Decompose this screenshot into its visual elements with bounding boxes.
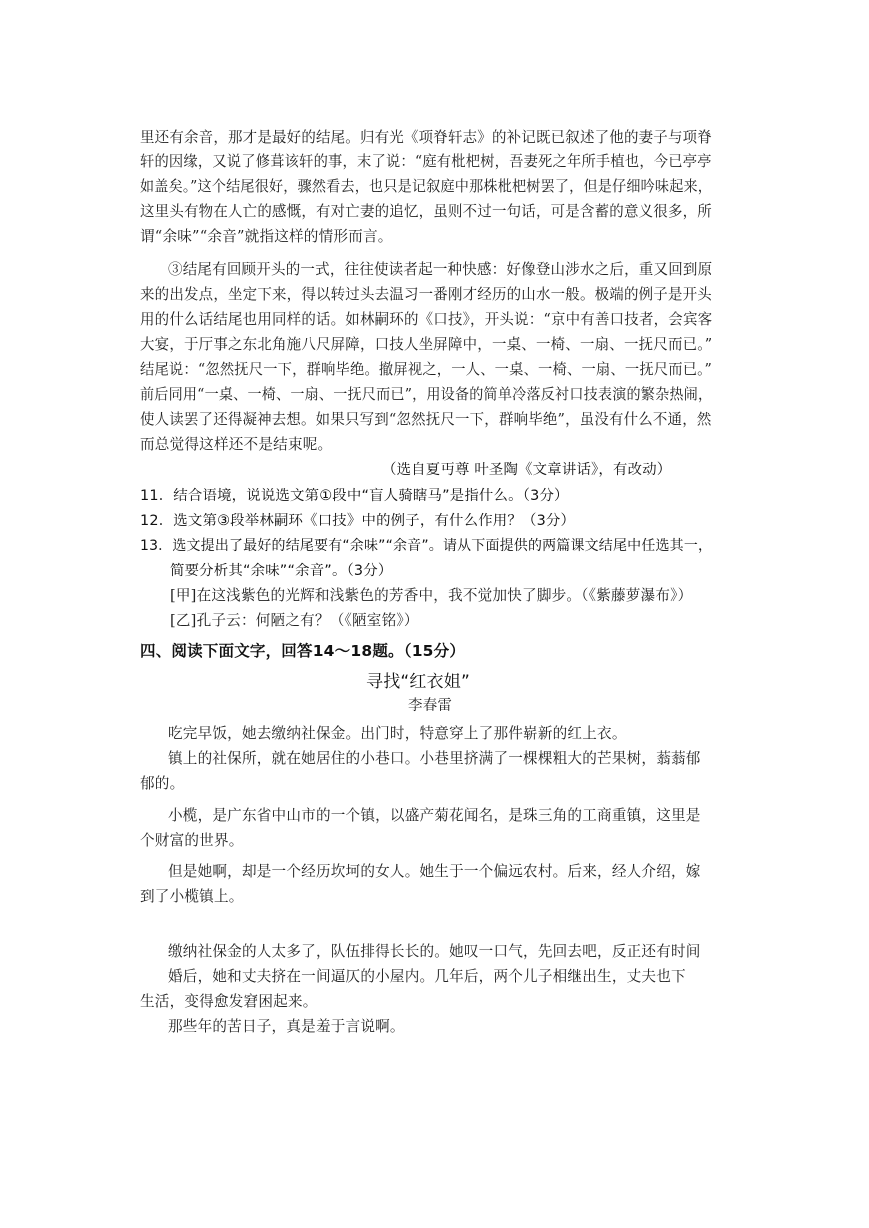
article-line: 但是她啊，却是一个经历坎坷的女人。她生于一个偏远农村。后来，经人介绍，嫁 (168, 863, 701, 880)
passage-line: 来的出发点，坐定下来，得以转过头去温习一番刚才经历的山水一般。极端的例子是开头 (140, 286, 712, 303)
passage-line: 大宴，于厅事之东北角施八尺屏障，口技人坐屏障中，一桌、一椅、一扇、一抚尺而已。” (140, 336, 713, 353)
passage-line: 这里头有物在人亡的感慨，有对亡妻的追忆，虽则不过一句话，可是含蓄的意义很多，所 (140, 203, 712, 220)
passage-line: 里还有余音，那才是最好的结尾。归有光《项脊轩志》的补记既已叙述了他的妻子与项脊 (140, 129, 712, 146)
passage-line: ③结尾有回顾开头的一式，往往使读者起一种快感：好像登山涉水之后，重又回到原 (168, 261, 713, 278)
article-line: 个财富的世界。 (140, 832, 244, 849)
article-line: 到了小榄镇上。 (140, 888, 244, 905)
passage-line: 轩的因缘，又说了修葺该轩的事，末了说：“庭有枇杷树，吾妻死之年所手植也，今已亭亭 (140, 153, 712, 170)
article-line: 郁的。 (140, 775, 185, 792)
passage-line: 而总觉得这样还不是结束呢。 (140, 436, 333, 453)
passage-line: 谓“余味”“余音”就指这样的情形而言。 (140, 228, 393, 245)
passage-line: 前后同用“一桌、一椅、一扇、一抚尺而已”，用设备的简单冷落反衬口技表演的繁杂热闹， (140, 386, 713, 403)
question-11: 11．结合语境，说说选文第①段中“盲人骑瞎马”是指什么。（3分） (140, 488, 569, 504)
article-line: 生活，变得愈发窘困起来。 (140, 993, 318, 1010)
passage-source: （选自夏丏尊 叶圣陶《文章讲话》，有改动） (382, 462, 672, 478)
passage-line: 使人读罢了还得凝神去想。如果只写到“忽然抚尺一下，群响毕绝”，虽没有什么不通，然 (140, 411, 712, 428)
article-line: 那些年的苦日子，真是羞于言说啊。 (168, 1018, 405, 1035)
question-12: 12．选文第③段举林嗣环《口技》中的例子，有什么作用？（3分） (140, 513, 576, 529)
article-line: 婚后，她和丈夫挤在一间逼仄的小屋内。几年后，两个儿子相继出生，丈夫也下 (168, 968, 686, 985)
article-title: 寻找“红衣姐” (366, 672, 471, 692)
section-heading: 四、阅读下面文字，回答14～18题。（15分） (140, 642, 466, 660)
article-author: 李春雷 (408, 698, 453, 714)
passage-line: 用的什么话结尾也用同样的话。如林嗣环的《口技》，开头说：“京中有善口技者，会宾客 (140, 311, 713, 328)
passage-line: 如盖矣。”这个结尾很好，骤然看去，也只是记叙庭中那株枇杷树罢了，但是仔细吟味起来， (140, 178, 713, 195)
article-line: 吃完早饭，她去缴纳社保金。出门时，特意穿上了那件崭新的红上衣。 (168, 725, 627, 742)
question-13-option-b: [乙]孔子云：何陋之有？（《陋室铭》） (170, 612, 419, 629)
question-13-cont: 简要分析其“余味”“余音”。（3分） (170, 563, 393, 579)
article-line: 缴纳社保金的人太多了，队伍排得长长的。她叹一口气，先回去吧，反正还有时间 (168, 943, 701, 960)
question-13: 13．选文提出了最好的结尾要有“余味”“余音”。请从下面提供的两篇课文结尾中任选其一， (140, 538, 713, 554)
article-line: 小榄，是广东省中山市的一个镇，以盛产菊花闻名，是珠三角的工商重镇，这里是 (168, 807, 701, 824)
passage-line: 结尾说：“忽然抚尺一下，群响毕绝。撤屏视之，一人、一桌、一椅、一扇、一抚尺而已。” (140, 361, 712, 378)
question-13-option-a: [甲]在这浅紫色的光辉和浅紫色的芳香中，我不觉加快了脚步。（《紫藤萝瀑布》） (170, 587, 693, 604)
article-line: 镇上的社保所，就在她居住的小巷口。小巷里挤满了一棵棵粗大的芒果树，蓊蓊郁 (168, 750, 701, 767)
